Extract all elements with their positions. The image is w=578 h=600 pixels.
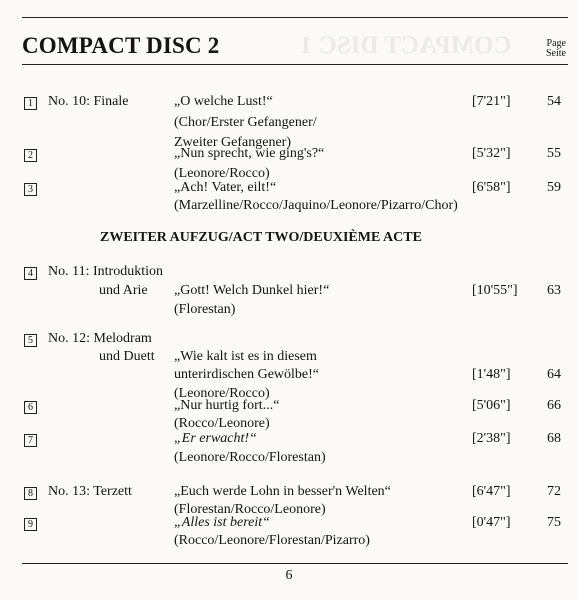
track-page: 59 bbox=[547, 180, 561, 195]
track-number-box: 1 bbox=[24, 97, 37, 110]
track-number-label-cont: und Duett bbox=[99, 349, 155, 364]
track-title-cont: unterirdischen Gewölbe!“ bbox=[174, 367, 319, 382]
track-title: „Gott! Welch Dunkel hier!“ bbox=[174, 283, 330, 298]
track-duration: [10'55"] bbox=[472, 283, 518, 298]
top-rule bbox=[22, 17, 568, 18]
track-title: „Er erwacht!“ bbox=[174, 431, 257, 446]
track-page: 63 bbox=[547, 283, 561, 298]
track-number-label-cont: und Arie bbox=[99, 283, 148, 298]
track-duration: [1'48"] bbox=[472, 367, 511, 382]
track-page: 66 bbox=[547, 398, 561, 413]
track-number-label: No. 10: Finale bbox=[48, 94, 129, 109]
track-number-box: 4 bbox=[24, 267, 37, 280]
track-number-box: 5 bbox=[24, 334, 37, 347]
track-page: 55 bbox=[547, 146, 561, 161]
track-number-box: 2 bbox=[24, 149, 37, 162]
track-page: 68 bbox=[547, 431, 561, 446]
track-number-box: 8 bbox=[24, 487, 37, 500]
track-duration: [6'58"] bbox=[472, 180, 511, 195]
track-title: „Nur hurtig fort...“ bbox=[174, 398, 280, 413]
track-duration: [7'21"] bbox=[472, 94, 511, 109]
track-cast: (Chor/Erster Gefangener/ bbox=[174, 115, 317, 130]
page-number: 6 bbox=[285, 568, 293, 583]
track-page: 72 bbox=[547, 484, 561, 499]
track-number-box: 7 bbox=[24, 434, 37, 447]
page-label-en: Page bbox=[546, 38, 566, 49]
track-number-label: No. 11: Introduktion bbox=[48, 264, 163, 279]
page-label-de: Seite bbox=[546, 48, 566, 59]
page-column-header bbox=[546, 39, 566, 59]
track-title: „Ach! Vater, eilt!“ bbox=[174, 180, 277, 195]
track-title: „Wie kalt ist es in diesem bbox=[174, 349, 317, 364]
track-cast: (Leonore/Rocco) bbox=[174, 386, 270, 401]
title-underline bbox=[22, 64, 568, 65]
track-cast: (Florestan) bbox=[174, 302, 236, 317]
track-duration: [0'47"] bbox=[472, 515, 511, 530]
track-cast: (Marzelline/Rocco/Jaquino/Leonore/Pizarro/Chor) bbox=[174, 198, 458, 213]
track-number-box: 6 bbox=[24, 401, 37, 414]
track-duration: [5'32"] bbox=[472, 146, 511, 161]
track-cast: Zweiter Gefangener) bbox=[174, 135, 291, 150]
track-cast: (Rocco/Leonore/Florestan/Pizarro) bbox=[174, 533, 370, 548]
track-number-label: No. 12: Melodram bbox=[48, 331, 152, 346]
track-title: „Euch werde Lohn in besser'n Welten“ bbox=[174, 484, 391, 499]
track-number-label: No. 13: Terzett bbox=[48, 484, 132, 499]
track-cast: (Leonore/Rocco) bbox=[174, 166, 270, 181]
track-cast: (Leonore/Rocco/Florestan) bbox=[174, 450, 326, 465]
footer-rule bbox=[22, 563, 568, 564]
track-number-box: 9 bbox=[24, 518, 37, 531]
track-page: 75 bbox=[547, 515, 561, 530]
disc-title: COMPACT DISC 2 bbox=[22, 33, 220, 58]
track-title: „O welche Lust!“ bbox=[174, 94, 273, 109]
track-page: 64 bbox=[547, 367, 561, 382]
track-page: 54 bbox=[547, 94, 561, 109]
track-cast: (Florestan/Rocco/Leonore) bbox=[174, 502, 326, 517]
track-title: „Nun sprecht, wie ging's?“ bbox=[174, 146, 325, 161]
track-number-box: 3 bbox=[24, 183, 37, 196]
section-heading: ZWEITER AUFZUG/ACT TWO/DEUXIÈME ACTE bbox=[100, 230, 422, 245]
track-cast: (Rocco/Leonore) bbox=[174, 416, 270, 431]
track-duration: [2'38"] bbox=[472, 431, 511, 446]
track-duration: [5'06"] bbox=[472, 398, 511, 413]
bleed-through-text: COMPACT DISC 1 bbox=[300, 32, 512, 59]
track-title: „Alles ist bereit“ bbox=[174, 515, 270, 530]
track-duration: [6'47"] bbox=[472, 484, 511, 499]
